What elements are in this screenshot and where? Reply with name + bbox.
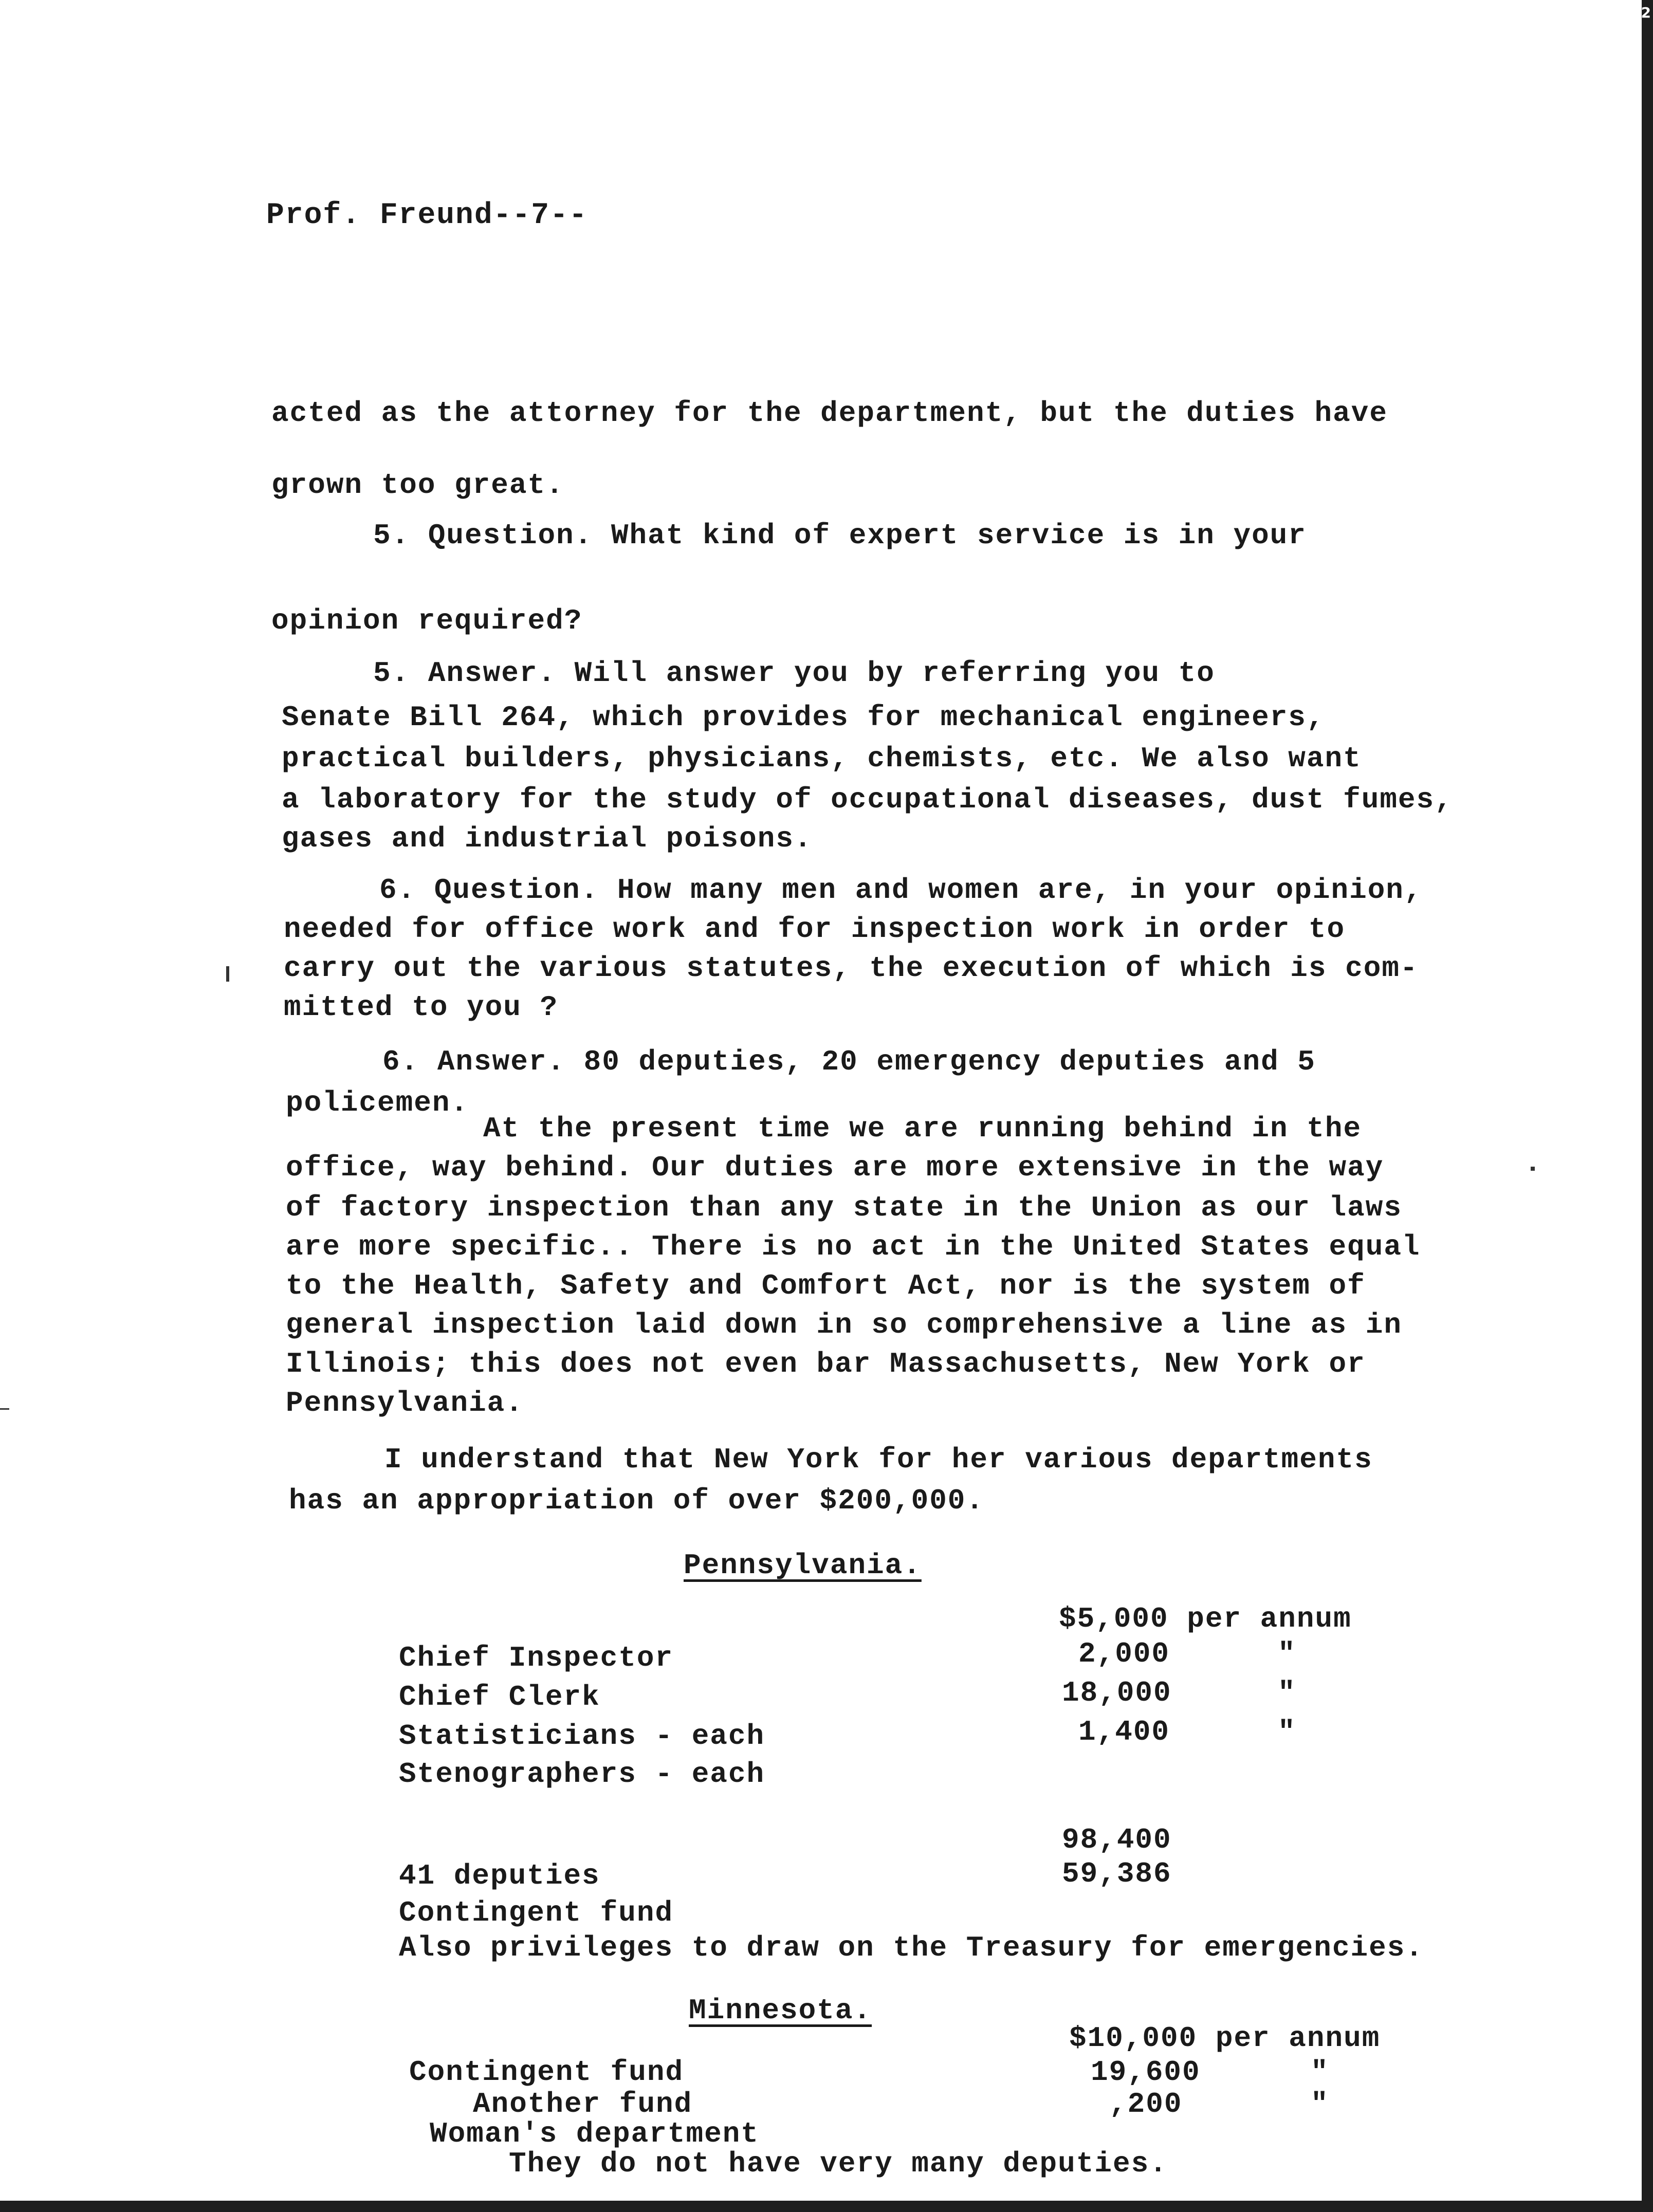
answer-6-line: Illinois; this does not even bar Massachusetts, New York or: [286, 1348, 1366, 1380]
ditto-mark: ": [1311, 2056, 1329, 2089]
minnesota-row-label: Contingent fund: [409, 2056, 684, 2089]
minnesota-heading: Minnesota.: [689, 1994, 872, 2027]
answer-5-line: practical builders, physicians, chemists, etc. We also want: [282, 742, 1362, 775]
pennsylvania-per-annum: $5,000 per annum: [1059, 1602, 1352, 1635]
scan-mark: [226, 966, 229, 982]
pennsylvania-deputies-label: 41 deputies: [399, 1859, 600, 1892]
pennsylvania-row-value: 1,400: [1078, 1716, 1170, 1748]
minnesota-row-value: ,200: [1109, 2088, 1183, 2121]
pennsylvania-deputies-value: 98,400: [1062, 1823, 1172, 1856]
scan-edge-bottom: [0, 2201, 1653, 2212]
ditto-mark: ": [1278, 1676, 1296, 1709]
answer-6-line: to the Health, Safety and Comfort Act, nor is the system of: [286, 1269, 1366, 1302]
ditto-mark: ": [1278, 1637, 1296, 1670]
body-line: I understand that New York for her various departments: [384, 1443, 1373, 1476]
minnesota-row-value: 19,600: [1091, 2056, 1201, 2089]
minnesota-closing: They do not have very many deputies.: [509, 2147, 1168, 2180]
answer-5-line: gases and industrial poisons.: [282, 822, 813, 855]
minnesota-per-annum: $10,000 per annum: [1069, 2022, 1381, 2055]
pennsylvania-row-label: Chief Clerk: [399, 1681, 600, 1713]
question-5-cont: opinion required?: [271, 604, 583, 637]
answer-6-line: Pennsylvania.: [286, 1387, 524, 1420]
answer-6-line: office, way behind. Our duties are more extensive in the way: [286, 1151, 1384, 1184]
body-line: has an appropriation of over $200,000.: [289, 1484, 985, 1517]
minnesota-row-label: Another fund: [473, 2088, 693, 2121]
pennsylvania-row-label: Chief Inspector: [399, 1642, 674, 1674]
ditto-mark: ": [1311, 2088, 1329, 2121]
scan-edge-right: [1642, 0, 1653, 2212]
question-6-line: needed for office work and for inspection work in order to: [284, 913, 1346, 946]
answer-6-line: policemen.: [286, 1086, 469, 1119]
answer-6-line: of factory inspection than any state in the Union as our laws: [286, 1191, 1402, 1224]
scan-dot: [1531, 1167, 1535, 1171]
pennsylvania-row-label: Stenographers - each: [399, 1758, 765, 1791]
scan-tick-left: [0, 1408, 9, 1410]
answer-5: 5. Answer. Will answer you by referring you to: [373, 657, 1215, 690]
question-6: 6. Question. How many men and women are, in your opinion,: [379, 874, 1423, 907]
pennsylvania-row-value: 2,000: [1078, 1637, 1170, 1670]
page-header: Prof. Freund--7--: [266, 199, 588, 232]
pennsylvania-row-label: Statisticians - each: [399, 1720, 765, 1753]
answer-6: 6. Answer. 80 deputies, 20 emergency deputies and 5: [382, 1045, 1316, 1078]
body-line: acted as the attorney for the department, but the duties have: [271, 397, 1388, 430]
answer-6-line: At the present time we are running behind in the: [483, 1112, 1362, 1145]
pennsylvania-also: Also privileges to draw on the Treasury for emergencies.: [399, 1931, 1424, 1964]
pennsylvania-heading: Pennsylvania.: [684, 1549, 922, 1582]
question-6-line: mitted to you ?: [284, 991, 559, 1024]
pennsylvania-fund-value: 59,386: [1062, 1857, 1172, 1890]
question-5: 5. Question. What kind of expert service is in your: [373, 519, 1307, 552]
page-mark: 2: [1641, 4, 1651, 21]
pennsylvania-fund-label: Contingent fund: [399, 1896, 674, 1929]
answer-6-line: general inspection laid down in so comprehensive a line as in: [286, 1308, 1402, 1341]
pennsylvania-row-value: 18,000: [1062, 1676, 1172, 1709]
ditto-mark: ": [1278, 1716, 1296, 1748]
answer-6-line: are more specific.. There is no act in the United States equal: [286, 1230, 1421, 1263]
body-line: grown too great.: [271, 469, 564, 502]
question-6-line: carry out the various statutes, the execution of which is com-: [284, 952, 1419, 985]
minnesota-row-label: Woman's department: [430, 2117, 759, 2150]
answer-5-line: Senate Bill 264, which provides for mechanical engineers,: [282, 701, 1325, 734]
answer-5-line: a laboratory for the study of occupational diseases, dust fumes,: [282, 783, 1453, 816]
